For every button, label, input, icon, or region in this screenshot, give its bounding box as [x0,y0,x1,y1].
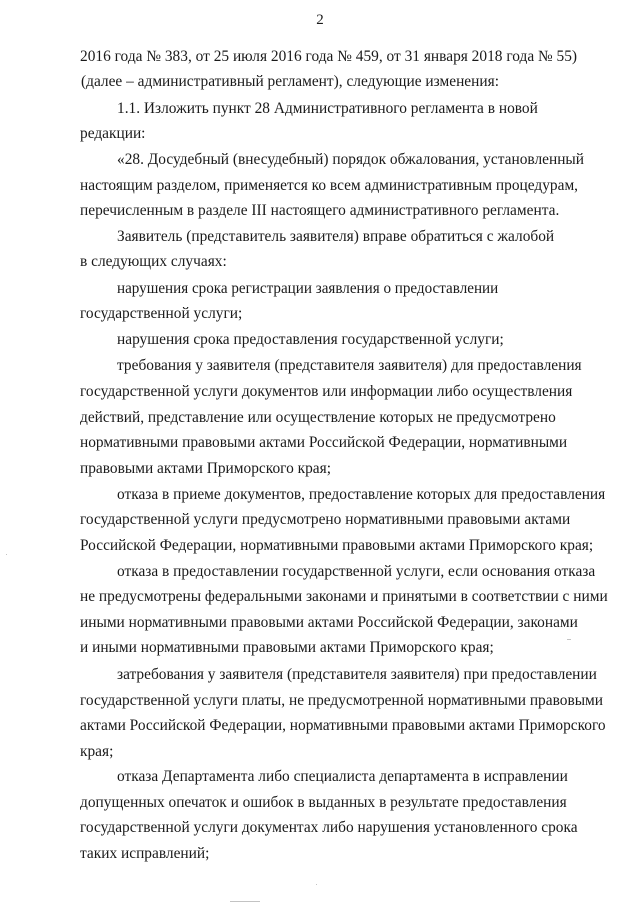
text-line: и иными нормативными правовыми актами Приморского края; [80,639,494,656]
scan-dot [316,884,317,885]
text-line: государственной услуги платы, не предусмотренной нормативными правовыми [80,692,604,709]
text-line: государственной услуги; [80,305,243,322]
text-line: отказа Департамента либо специалиста департамента в исправлении [117,768,568,785]
text-line: государственной услуги документов или информации либо осуществления [80,383,573,400]
text-line: актами Российской Федерации, нормативными правовыми актами Приморского [80,717,606,734]
text-line: (далее – административный регламент), следующие изменения: [81,73,499,90]
page-number: 2 [316,12,324,28]
text-line: перечисленным в разделе III настоящего административного регламента. [80,202,560,219]
text-line: требования у заявителя (представителя заявителя) для предоставления [117,357,582,374]
text-line: нарушения срока предоставления государственной услуги; [117,331,504,348]
text-line: Заявитель (представитель заявителя) вправе обратиться с жалобой [117,228,555,245]
text-line: настоящим разделом, применяется ко всем административным процедурам, [80,177,579,194]
scan-dot [6,554,7,555]
text-line: затребования у заявителя (представителя заявителя) при предоставлении [117,666,597,683]
scan-dash [567,639,571,640]
text-line: иными нормативными правовыми актами Российской Федерации, законами [80,614,578,631]
text-line: «28. Досудебный (внесудебный) порядок обжалования, установленный [117,151,585,168]
text-line: в следующих случаях: [80,253,227,270]
text-line: не предусмотрены федеральными законами и принятыми в соответствии с ними [80,588,608,605]
text-line: правовыми актами Приморского края; [80,460,331,477]
scan-edge [230,901,260,902]
text-line: допущенных опечаток и ошибок в выданных в результате предоставления [80,794,567,811]
text-line: нарушения срока регистрации заявления о предоставлении [117,280,499,297]
text-line: отказа в приеме документов, предоставление которых для предоставления [117,486,606,503]
text-line: отказа в предоставлении государственной услуги, если основания отказа [117,563,596,580]
text-line: 1.1. Изложить пункт 28 Административного регламента в новой [117,100,538,117]
text-line: редакции: [80,125,146,142]
text-line: нормативными правовыми актами Российской Федерации, нормативными [80,434,568,451]
text-line: 2016 года № 383, от 25 июля 2016 года № 459, от 31 января 2018 года № 55) [80,48,578,65]
text-line: таких исправлений; [80,845,210,862]
text-line: государственной услуги предусмотрено нормативными правовыми актами [80,511,571,528]
text-line: действий, представление или осуществление которых не предусмотрено [80,409,556,426]
text-line: государственной услуги документах либо нарушения установленного срока [80,819,578,836]
text-line: края; [80,743,114,760]
text-line: Российской Федерации, нормативными правовыми актами Приморского края; [80,537,594,554]
